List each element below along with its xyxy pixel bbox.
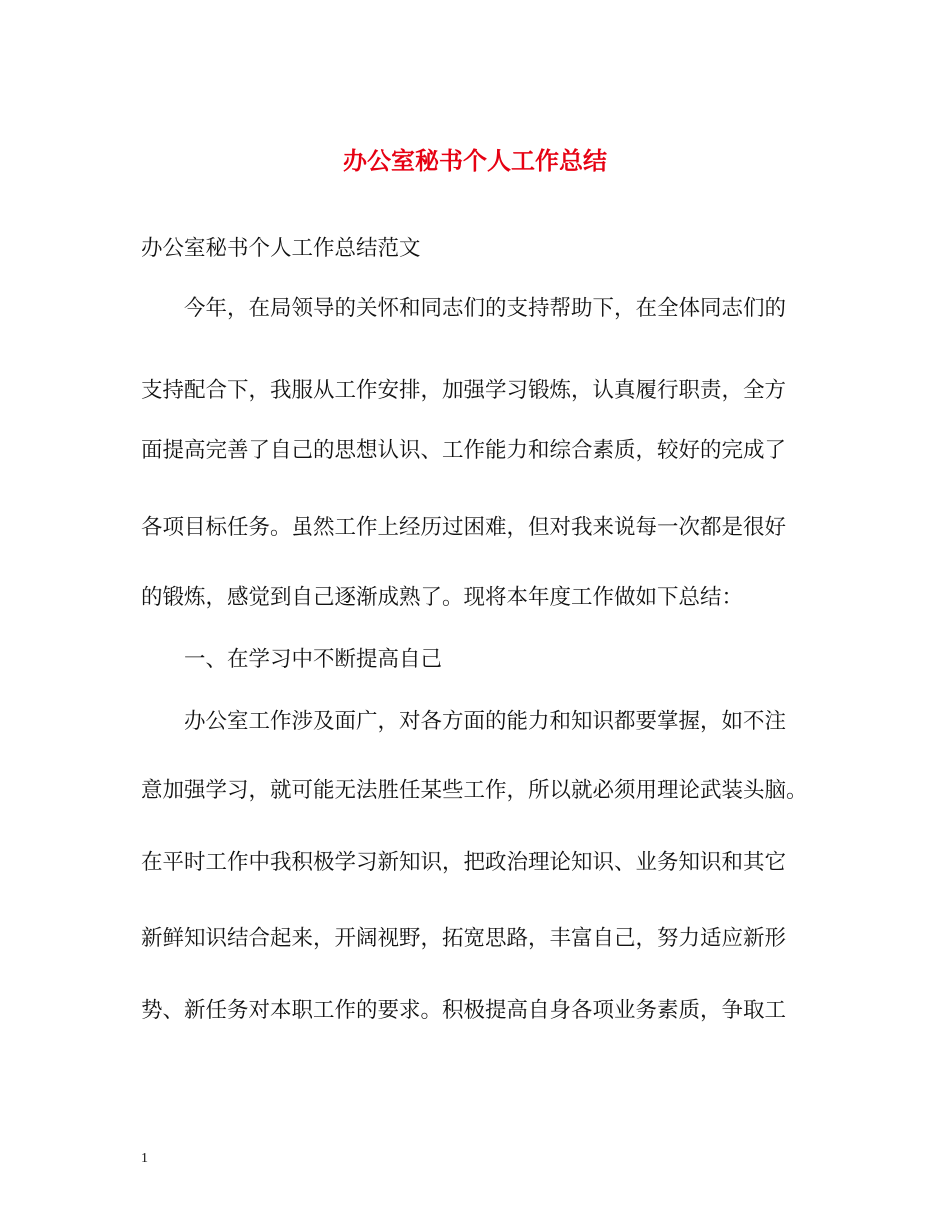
page-number: 1 [141,1151,148,1166]
body-line-4: 各项目标任务。虽然工作上经历过困难，但对我来说每一次都是很好 [141,515,787,540]
document-title: 办公室秘书个人工作总结 [343,146,607,175]
body-line-10: 新鲜知识结合起来，开阔视野，拓宽思路，丰富自己，努力适应新形 [141,926,787,951]
body-line-5: 的锻炼，感觉到自己逐渐成熟了。现将本年度工作做如下总结： [141,585,744,610]
document-subtitle: 办公室秘书个人工作总结范文 [141,236,421,261]
body-line-2: 支持配合下，我服从工作安排，加强学习锻炼，认真履行职责，全方 [141,378,787,403]
section-heading-1: 一、在学习中不断提高自己 [184,647,443,672]
body-line-9: 在平时工作中我积极学习新知识，把政治理论知识、业务知识和其它 [141,850,787,875]
body-line-1: 今年，在局领导的关怀和同志们的支持帮助下，在全体同志们的 [184,296,787,321]
body-line-8: 意加强学习，就可能无法胜任某些工作，所以就必须用理论武装头脑。 [141,778,808,803]
body-line-11: 势、新任务对本职工作的要求。积极提高自身各项业务素质，争取工 [141,998,787,1023]
body-line-3: 面提高完善了自己的思想认识、工作能力和综合素质，较好的完成了 [141,438,787,463]
body-line-7: 办公室工作涉及面广，对各方面的能力和知识都要掌握，如不注 [184,709,787,734]
